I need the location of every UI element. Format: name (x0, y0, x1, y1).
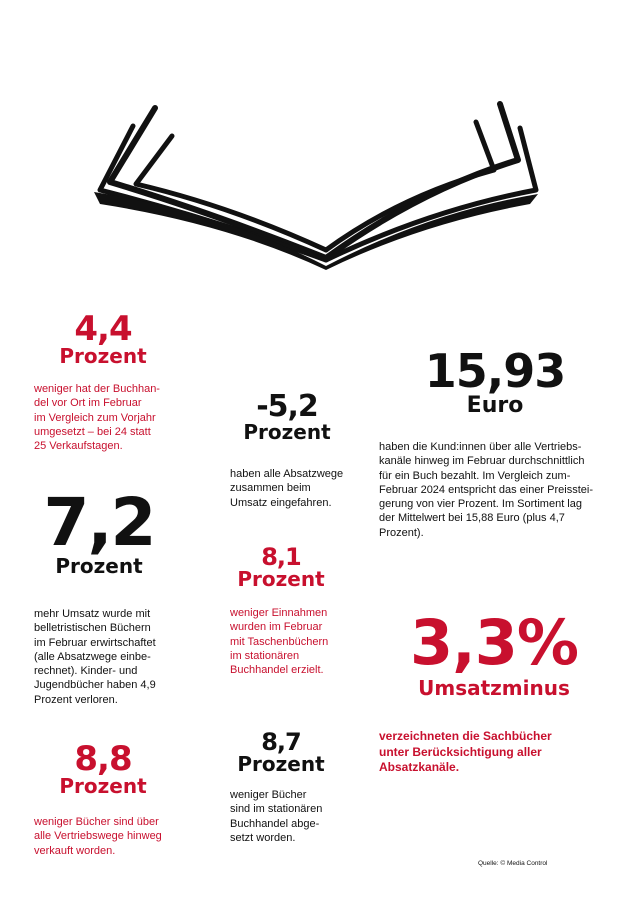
stat-description: haben alle Absatzwege zusammen beim Umsatz eingefahren. (230, 468, 344, 509)
stat-value: 4,4 (74, 309, 132, 349)
stat-15-93 (405, 344, 585, 418)
stat-value: 8,7 (261, 728, 301, 756)
stat-description: weniger Bücher sind im stationären Buchhandel abge- setzt worden. (230, 789, 323, 844)
stat-unit: Euro (466, 393, 524, 418)
stat-unit: Prozent (237, 752, 325, 776)
stat-7-2 (34, 484, 164, 578)
stat-unit: Prozent (59, 344, 147, 368)
stat-value: 3,3% (410, 606, 578, 679)
stat-4-4 (38, 309, 168, 368)
stat-unit: Prozent (237, 567, 325, 591)
stat-unit: Prozent (55, 554, 143, 578)
stat-unit: Prozent (243, 420, 331, 444)
stat-description: weniger Einnahmen wurden im Februar mit Taschenbüchern im stationären Buchhandel erzielt. (230, 607, 329, 677)
stat-value: 15,93 (424, 344, 566, 398)
source-credit: Quelle: © Media Control (478, 860, 548, 867)
stat-value: 8,8 (74, 739, 132, 779)
stat-8-7 (222, 730, 340, 775)
open-book-icon (90, 100, 540, 270)
stat-8-1 (222, 545, 340, 590)
stat-description: haben die Kund:innen über alle Vertriebs- kanäle hinweg im Februar durchschnittlich für ein Buch bezahlt. Im Vergleich zum- Februar 2024 entspricht das einer Preisstei- gerung von vier Prozent. Im Sortiment lag der Mittelwert bei 15,88 Euro (plus 4,7 Prozent). (379, 441, 593, 539)
stat-value: -5,2 (256, 389, 318, 424)
stat-description: verzeichneten die Sachbücher unter Berücksichtigung aller Absatzkanäle. (379, 729, 552, 774)
stat-3-3-percent (388, 606, 600, 700)
stat-unit: Prozent (59, 774, 147, 798)
stat-value: 7,2 (43, 484, 155, 561)
stat-description: weniger hat der Buchhan- del vor Ort im Februar im Vergleich zum Vorjahr umgesetzt – bei 24 statt 25 Verkaufstagen. (34, 383, 160, 453)
stat-value: 8,1 (261, 543, 301, 571)
stat-unit: Umsatzminus (418, 676, 570, 700)
stat-minus-5-2 (222, 389, 352, 444)
stat-description: weniger Bücher sind über alle Vertriebswege hinweg verkauft worden. (34, 816, 162, 857)
stat-8-8 (38, 739, 168, 798)
stat-description: mehr Umsatz wurde mit belletristischen Büchern im Februar erwirtschaftet (alle Absatzwege einbe- rechnet). Kinder- und Jugendbücher haben 4,9 Prozent verloren. (34, 608, 156, 706)
